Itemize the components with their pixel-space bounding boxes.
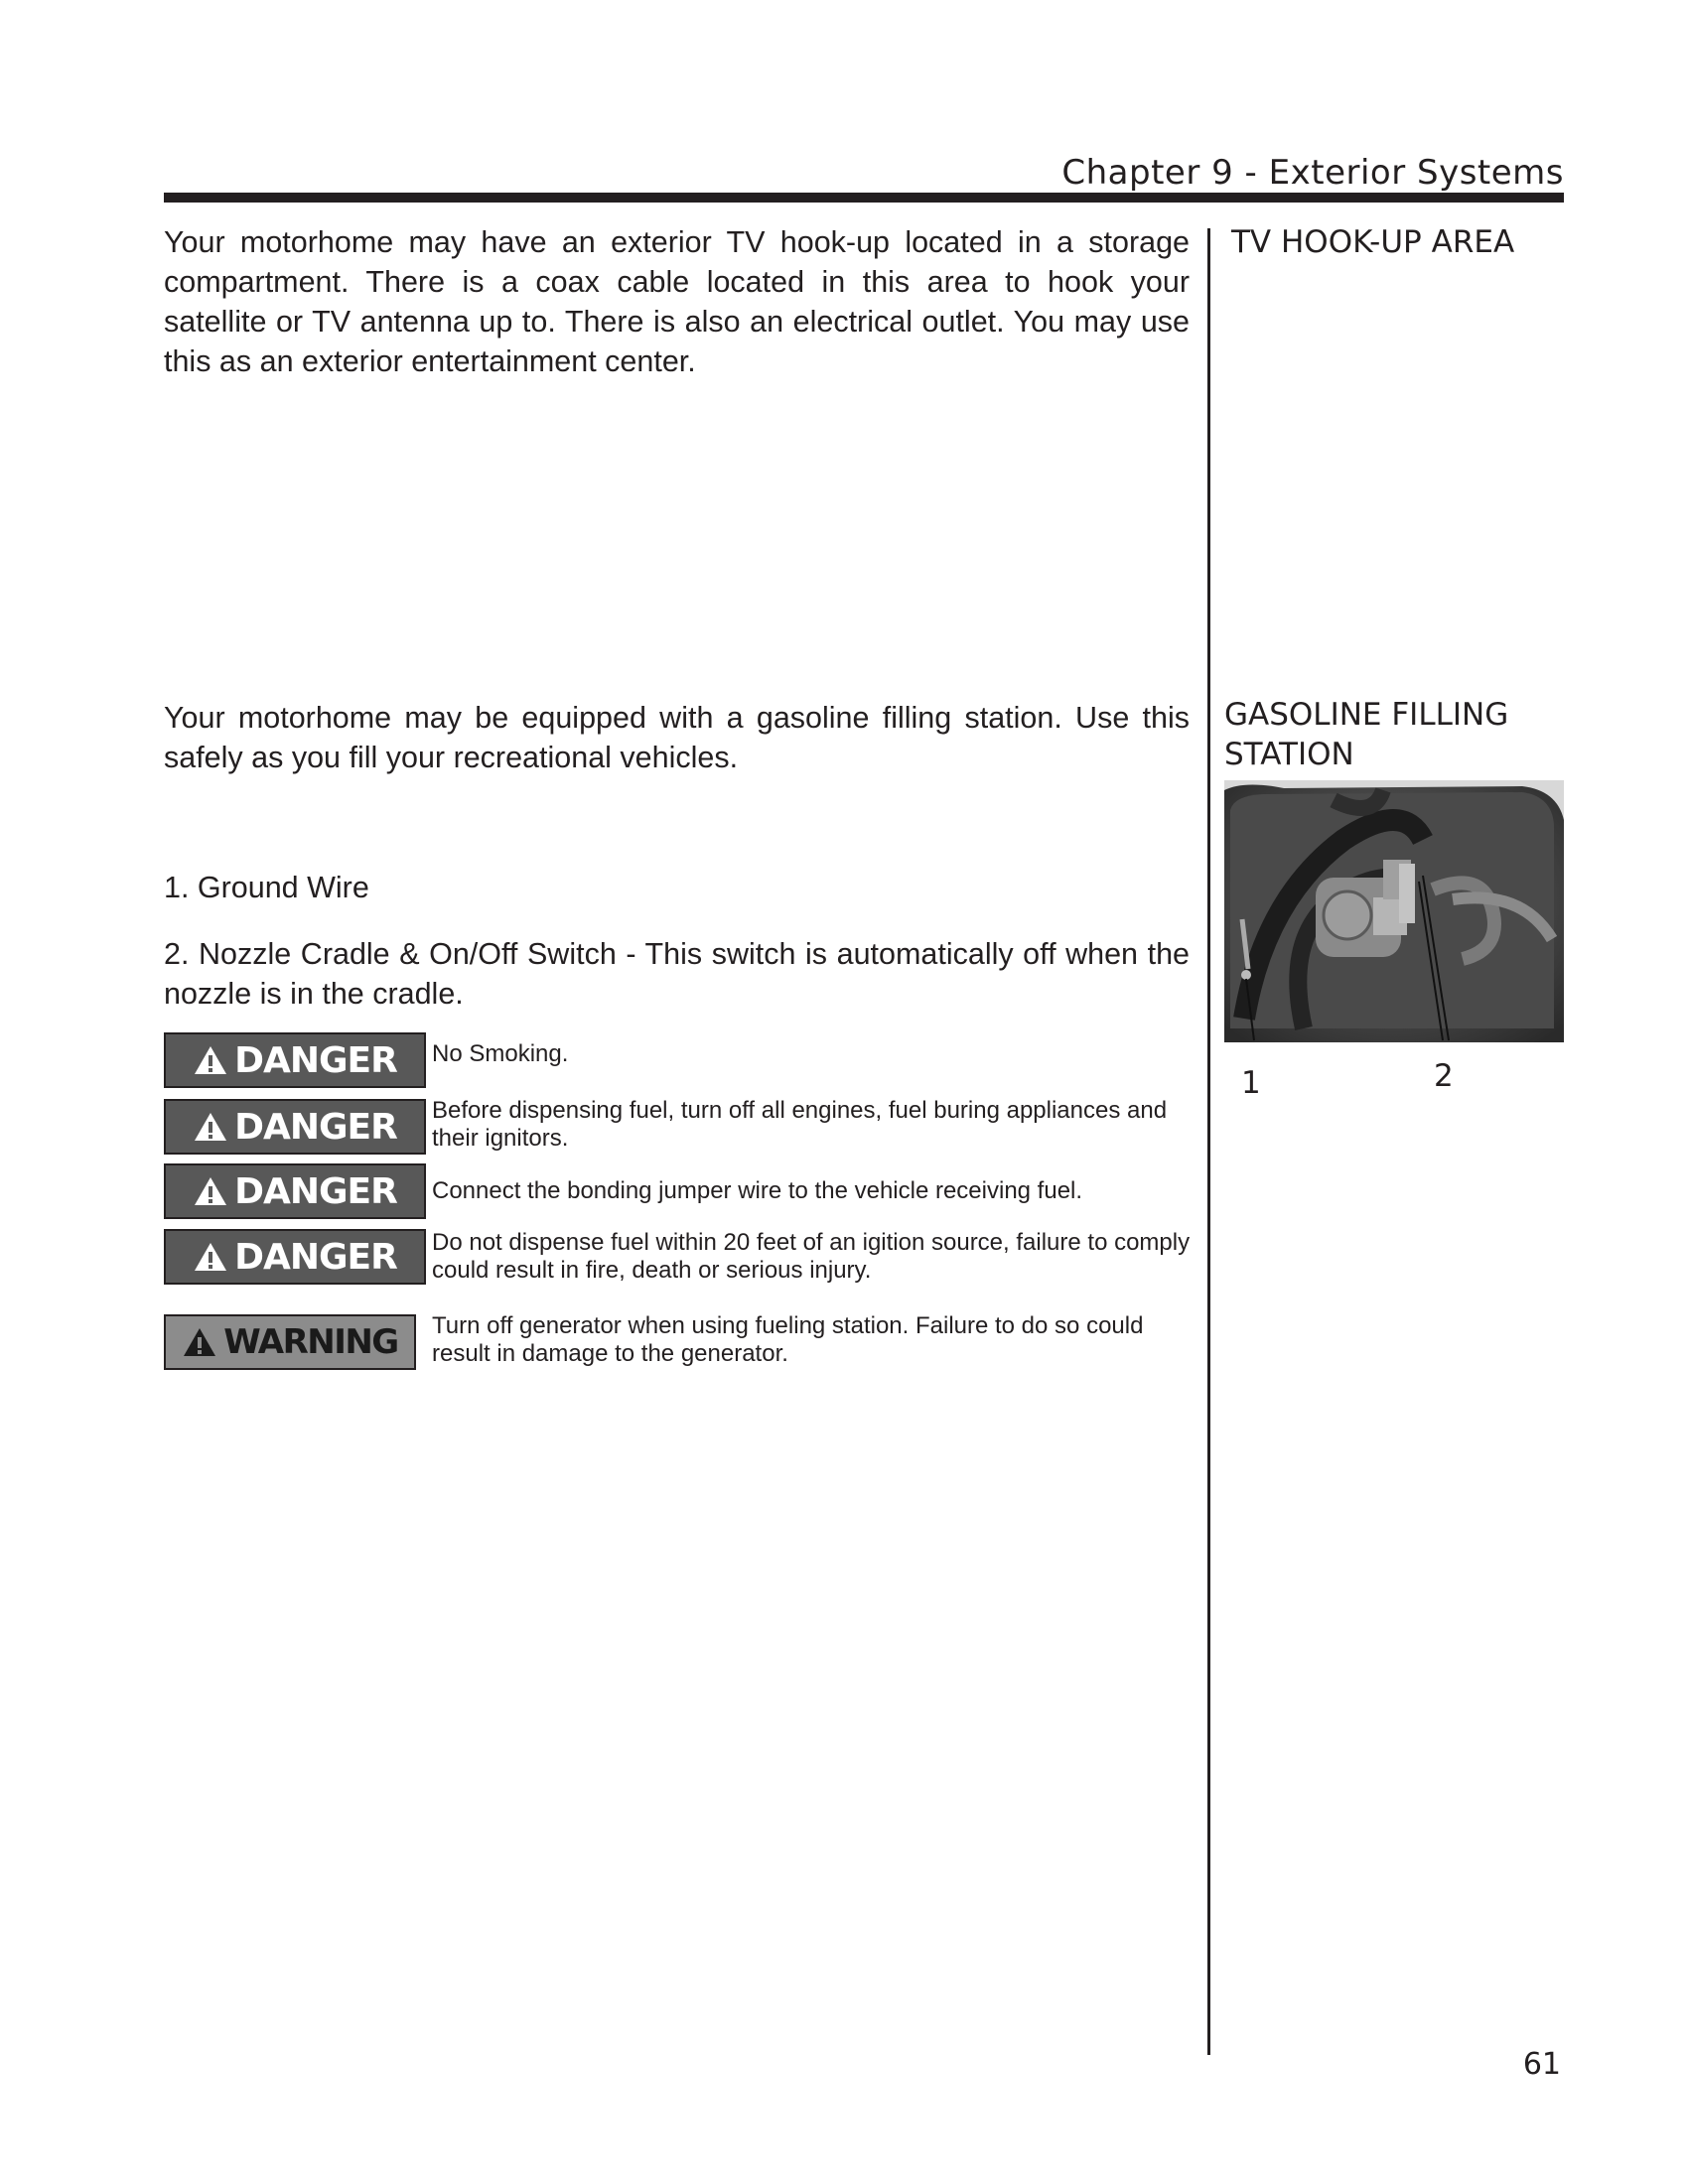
danger-text: No Smoking. xyxy=(432,1040,569,1067)
danger-label-text: DANGER xyxy=(234,1236,397,1278)
list-item-nozzle-cradle: 2. Nozzle Cradle & On/Off Switch - This switch is automatically off when the nozzle is in the cradle. xyxy=(164,937,1190,1011)
alert-triangle-icon xyxy=(193,1111,228,1143)
gas-station-heading-line1: GASOLINE FILLING xyxy=(1224,697,1509,733)
danger-text: Do not dispense fuel within 20 feet of an igition source, failure to comply could result in fire, death or serious injury. xyxy=(432,1229,1191,1284)
header-rule xyxy=(164,193,1564,203)
column-divider xyxy=(1207,228,1210,2055)
alert-triangle-icon xyxy=(193,1241,228,1273)
danger-label-text: DANGER xyxy=(234,1106,397,1148)
warning-text: Turn off generator when using fueling station. Failure to do so could result in damage to the generator. xyxy=(432,1312,1144,1367)
page-number: 61 xyxy=(1522,2047,1561,2082)
danger-label xyxy=(164,1163,426,1219)
alert-triangle-icon xyxy=(182,1326,217,1358)
photo-callout-2: 2 xyxy=(1434,1058,1454,1094)
warning-label-text: WARNING xyxy=(223,1322,398,1362)
tv-hookup-heading: TV HOOK-UP AREA xyxy=(1231,224,1515,260)
gas-station-heading-line2: STATION xyxy=(1224,737,1354,772)
danger-text: Before dispensing fuel, turn off all engines, fuel buring appliances and their ignitors. xyxy=(432,1097,1168,1152)
warning-label xyxy=(164,1314,416,1370)
list-item-ground-wire: 1. Ground Wire xyxy=(164,871,369,904)
danger-label xyxy=(164,1032,426,1088)
danger-label xyxy=(164,1229,426,1285)
danger-no-smoking xyxy=(164,1032,1196,1092)
danger-ignition-source xyxy=(164,1229,1196,1289)
gas-station-paragraph: Your motorhome may be equipped with a gasoline filling station. Use this safely as you fill your recreational vehicles. xyxy=(164,701,1190,774)
danger-label xyxy=(164,1099,426,1155)
danger-text: Connect the bonding jumper wire to the vehicle receiving fuel. xyxy=(432,1177,1083,1204)
tv-hookup-paragraph: Your motorhome may have an exterior TV hook-up located in a storage compartment. There is a coax cable located in this area to hook your satellite or TV antenna up to. There is also an electrical outlet. You may use this as an exterior entertainment center. xyxy=(164,225,1190,378)
photo-callout-1: 1 xyxy=(1241,1065,1261,1101)
chapter-title: Chapter 9 - Exterior Systems xyxy=(1061,153,1564,193)
warning-generator xyxy=(164,1314,1196,1374)
danger-label-text: DANGER xyxy=(234,1170,397,1212)
gas-station-heading xyxy=(1224,695,1552,774)
gas-station-photo xyxy=(1224,780,1564,1042)
danger-bonding-wire xyxy=(164,1163,1196,1223)
alert-triangle-icon xyxy=(193,1175,228,1207)
danger-turn-off-engines xyxy=(164,1099,1196,1159)
alert-triangle-icon xyxy=(193,1044,228,1076)
danger-label-text: DANGER xyxy=(234,1039,397,1081)
